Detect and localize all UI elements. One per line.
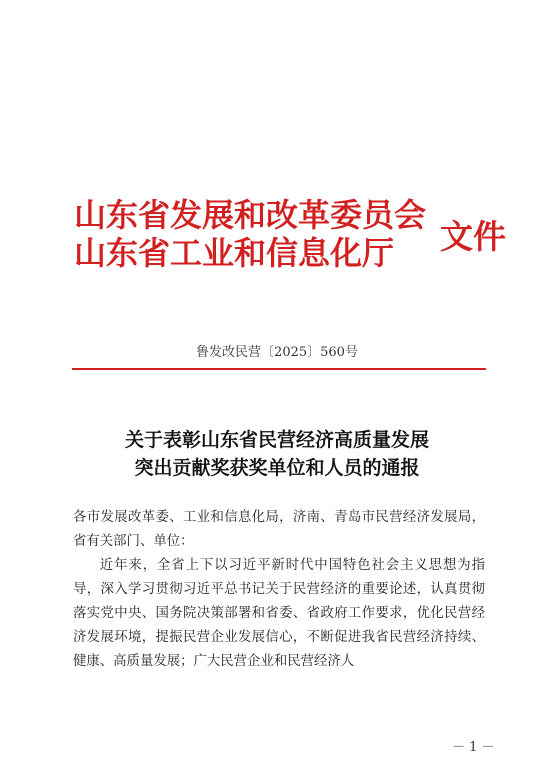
document-title	[0, 426, 554, 482]
title-line-2: 突出贡献奖获奖单位和人员的通报	[134, 457, 420, 479]
red-header	[74, 196, 506, 272]
document-number: 鲁发改民营〔2025〕560号	[196, 345, 358, 360]
title-line-1: 关于表彰山东省民营经济高质量发展	[124, 429, 429, 451]
org-line-1: 山东省发展和改革委员会	[74, 196, 427, 234]
wenjian-label: 文件	[440, 216, 507, 256]
org-line-2: 山东省工业和信息化厅	[74, 234, 395, 272]
salutation: 各市发展改革委、工业和信息化局，济南、青岛市民营经济发展局，省有关部门、单位：	[73, 510, 485, 549]
body-paragraph-1: 近年来，全省上下以习近平新时代中国特色社会主义思想为指导，深入学习贯彻习近平总书记关于民营经济的重要论述，认真贯彻落实党中央、国务院决策部署和省委、省政府工作要求，优化民营经济发展环境，提振民营企业发展信心，不断促进我省民营经济持续、健康、高质量发展；广大民营企业和民营经济人	[73, 558, 485, 669]
page-number: － 1 －	[452, 740, 495, 755]
red-divider-line	[72, 368, 486, 370]
issuing-organizations	[74, 196, 426, 272]
document-body	[73, 506, 485, 674]
